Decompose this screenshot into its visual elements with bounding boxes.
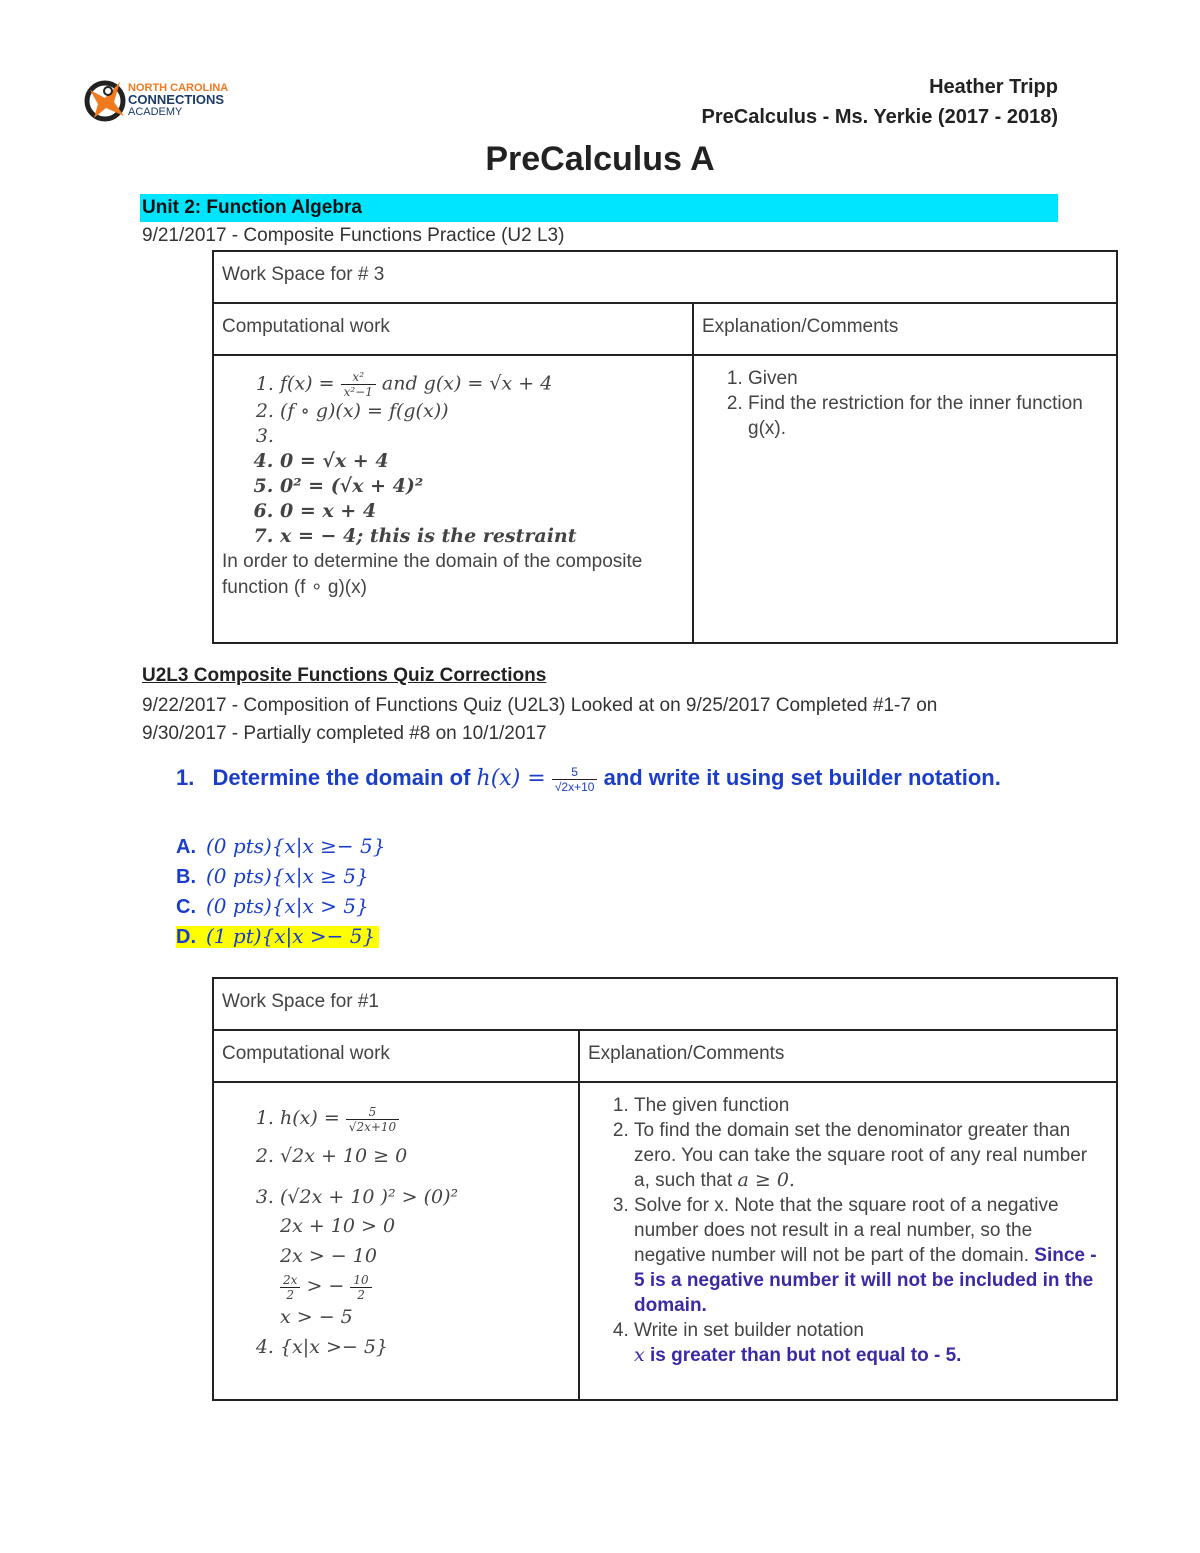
column-header-explanation: Explanation/Comments xyxy=(693,303,1117,355)
quiz-date-line-2: 9/30/2017 - Partially completed #8 on 10/1/2017 xyxy=(142,723,547,744)
logo-line3: ACADEMY xyxy=(128,106,183,118)
column-header-computational: Computational work xyxy=(213,1030,579,1082)
step-7: 7. x = − 4; this is the restraint xyxy=(280,524,684,549)
explanation-2: 2. To find the domain set the denominator greater than zero. You can take the square root of any real number a, such that a ≥ 0. xyxy=(634,1118,1108,1193)
logo-emblem-icon xyxy=(84,78,126,124)
quiz-corrections-heading: U2L3 Composite Functions Quiz Corrections xyxy=(142,665,547,686)
table-title: Work Space for # 3 xyxy=(213,251,1117,303)
explanation-1: 1. Given xyxy=(748,366,1108,391)
step-2: 2. (f ∘ g)(x) = f(g(x)) xyxy=(280,399,684,424)
sub-step-3: $\frac{2x}{2}$ > − $\frac{10}{2}$ xyxy=(280,1271,570,1302)
workspace-table-3 xyxy=(212,250,1118,644)
step-1: 1. h(x) = $\frac{5}{√2x+10}$ xyxy=(280,1101,570,1135)
logo-line2: CONNECTIONS xyxy=(128,92,225,107)
computational-cell xyxy=(213,1082,579,1400)
step-1: 1. f(x) = $\frac{\text{x²}}{\text{x²−1}}$ and g(x) = √x + 4 xyxy=(280,370,684,399)
table-title: Work Space for #1 xyxy=(213,978,1117,1030)
step-3: 3. (√2x + 10 )² > (0)² 2x + 10 > 0 2x > − 10 $\frac{2x}{2}$ > − $\frac{10}{2}$ x > − 5 xyxy=(280,1177,570,1332)
computation-steps xyxy=(222,1101,570,1362)
workspace-table-1 xyxy=(212,977,1118,1401)
course-name: PreCalculus - Ms. Yerkie (2017 - 2018) xyxy=(701,106,1058,128)
step-3 xyxy=(280,424,684,449)
quiz-date-line-1: 9/22/2017 - Composition of Functions Quiz (U2L3) Looked at on 9/25/2017 Completed #1-7 on xyxy=(142,695,938,716)
step-4: 4. 0 = √x + 4 xyxy=(280,449,684,474)
student-name: Heather Tripp xyxy=(929,76,1058,98)
sub-step-2: 2x > − 10 xyxy=(280,1245,377,1267)
computation-steps xyxy=(222,370,684,549)
choice-c: C. (0 pts){x|x > 5} xyxy=(176,894,369,918)
sub-step-1: 2x + 10 > 0 xyxy=(280,1215,396,1237)
choice-b: B. (0 pts){x|x ≥ 5} xyxy=(176,864,369,888)
choice-d-correct: D. (1 pt){x|x >− 5} xyxy=(176,924,379,949)
logo-line1: NORTH CAROLINA xyxy=(128,82,229,94)
explanation-1: 1. The given function xyxy=(634,1093,1108,1118)
column-header-computational: Computational work xyxy=(213,303,693,355)
computational-cell xyxy=(213,355,693,643)
domain-note: In order to determine the domain of the composite function (f ∘ g)(x) xyxy=(222,551,643,598)
explanation-cell xyxy=(579,1082,1117,1400)
school-logo xyxy=(84,78,264,128)
page-header xyxy=(702,72,1059,132)
entry-date-line: 9/21/2017 - Composite Functions Practice (U2 L3) xyxy=(142,225,565,246)
unit-heading: Unit 2: Function Algebra xyxy=(142,197,362,218)
choice-a: A. (0 pts){x|x ≥− 5} xyxy=(176,834,386,858)
explanation-3: 3. Solve for x. Note that the square root of a negative number does not result in a real number, so the negative number will not be part of the domain. Since - 5 is a negative number it will not be included in the domain. xyxy=(634,1193,1108,1318)
column-header-explanation: Explanation/Comments xyxy=(579,1030,1117,1082)
explanation-cell xyxy=(693,355,1117,643)
question-1: 1. Determine the domain of h(x) = $\frac{5}{√2x+10}$ and write it using set builder notation. xyxy=(176,764,1001,794)
unit-heading-bar xyxy=(140,194,1058,222)
step-2: 2. √2x + 10 ≥ 0 xyxy=(280,1135,570,1177)
sub-step-4: x > − 5 xyxy=(280,1305,353,1328)
step-6: 6. 0 = x + 4 xyxy=(280,499,684,524)
page-title: PreCalculus A xyxy=(485,140,715,178)
question-fraction: $\frac{5}{√2x+10}$ xyxy=(552,765,598,794)
explanation-2: 2. Find the restriction for the inner function g(x). xyxy=(748,391,1108,441)
step-5: 5. 0² = (√x + 4)² xyxy=(280,474,684,499)
step-4: 4. {x|x >− 5} xyxy=(280,1332,570,1362)
explanation-4: 4. Write in set builder notation x is greater than but not equal to - 5. xyxy=(634,1318,1108,1368)
